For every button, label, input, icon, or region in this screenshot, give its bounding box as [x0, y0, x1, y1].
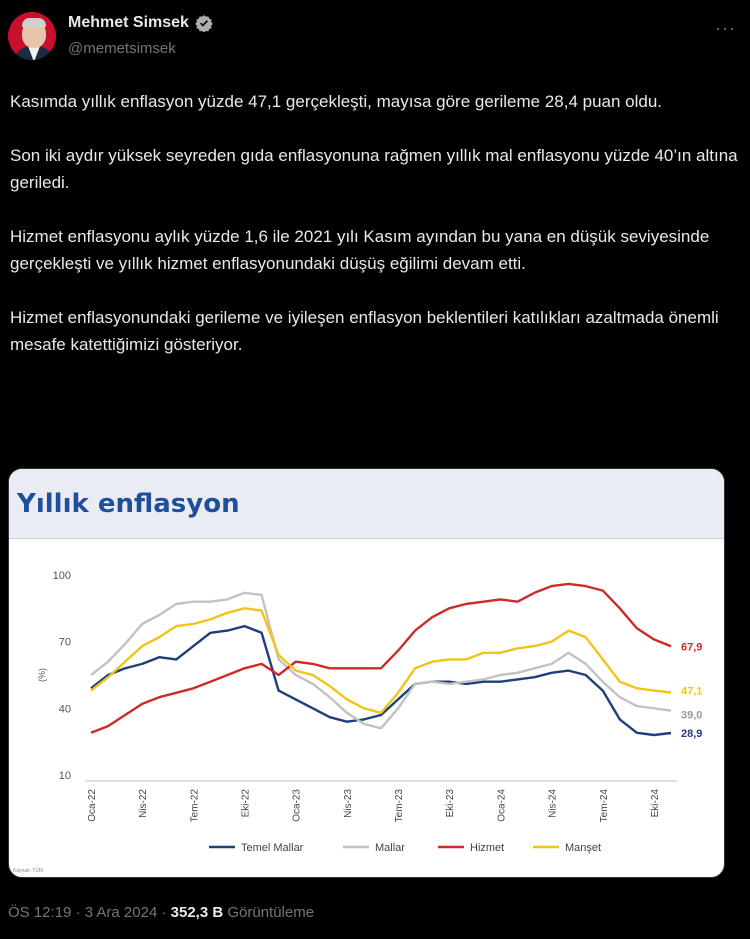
tweet-paragraph: Son iki aydır yüksek seyreden gıda enflasyonuna rağmen yıllık mal enflasyonu yüzde 40’ın altına geriledi. [10, 146, 738, 192]
x-tick-label: Eki-22 [240, 789, 252, 818]
y-tick-label: 10 [58, 770, 71, 782]
series-end-label: 47,1 [681, 685, 703, 698]
separator-dot: · [75, 904, 85, 921]
chart-card-header [9, 469, 724, 539]
y-tick-label: 40 [58, 703, 71, 716]
x-tick-label: Tem-22 [189, 789, 201, 823]
tweet-date[interactable]: 3 Ara 2024 [84, 904, 158, 921]
user-handle[interactable]: @memetsimsek [68, 40, 176, 57]
tweet-text [10, 88, 738, 385]
inflation-line-chart [9, 539, 725, 878]
series-line-mallar [91, 593, 671, 729]
series-line-temel-mallar [91, 626, 671, 735]
name-row [68, 14, 213, 32]
display-name[interactable]: Mehmet Simsek [68, 14, 189, 31]
x-tick-label: Oca-24 [496, 789, 508, 822]
tweet-paragraph: Hizmet enflasyonundaki gerileme ve iyileşen enflasyon beklentileri katılıkları azaltmada önemli mesafe katettiğimizi gösteriyor. [10, 308, 719, 354]
y-tick-label: 70 [58, 636, 71, 649]
legend-label: Manşet [565, 842, 602, 854]
x-tick-label: Oca-23 [291, 789, 303, 822]
x-tick-label: Nis-24 [547, 789, 559, 818]
avatar[interactable] [8, 12, 56, 60]
view-count: 352,3 B [170, 904, 224, 921]
source-note: Kaynak: TÜİK [13, 868, 44, 874]
y-axis-label: (%) [37, 668, 47, 682]
verified-badge-icon [195, 14, 213, 32]
tweet-paragraph: Hizmet enflasyonu aylık yüzde 1,6 ile 2021 yılı Kasım ayından bu yana en düşük seviyesinde gerçekleşti ve yıllık hizmet enflasyonundaki düşüş eğilimi devam etti. [10, 227, 710, 273]
legend-label: Mallar [375, 842, 405, 854]
tweet-header [8, 8, 742, 68]
x-tick-label: Tem-23 [394, 789, 406, 823]
more-options-icon[interactable]: ··· [715, 18, 736, 38]
x-tick-label: Tem-24 [598, 789, 610, 823]
series-end-label: 67,9 [681, 641, 703, 654]
series-end-label: 28,9 [681, 728, 703, 740]
chart-image-card[interactable] [8, 468, 725, 878]
separator-dot: · [161, 904, 171, 921]
series-line-manşet [91, 608, 671, 713]
tweet-paragraph: Kasımda yıllık enflasyon yüzde 47,1 gerçekleşti, mayısa göre gerileme 28,4 puan oldu. [10, 92, 663, 111]
x-tick-label: Oca-22 [87, 789, 98, 822]
x-tick-label: Eki-23 [445, 789, 457, 818]
views-label: Görüntüleme [227, 904, 315, 921]
legend-label: Temel Mallar [241, 842, 304, 854]
tweet-footer [8, 904, 314, 921]
tweet-time[interactable]: ÖS 12:19 [8, 904, 72, 921]
chart-title: Yıllık enflasyon [17, 489, 240, 519]
x-tick-label: Nis-22 [138, 789, 150, 818]
y-tick-label: 100 [52, 570, 71, 582]
x-tick-label: Eki-24 [649, 789, 661, 818]
legend-label: Hizmet [470, 842, 505, 854]
series-end-label: 39,0 [681, 709, 703, 722]
x-tick-label: Nis-23 [342, 789, 354, 818]
